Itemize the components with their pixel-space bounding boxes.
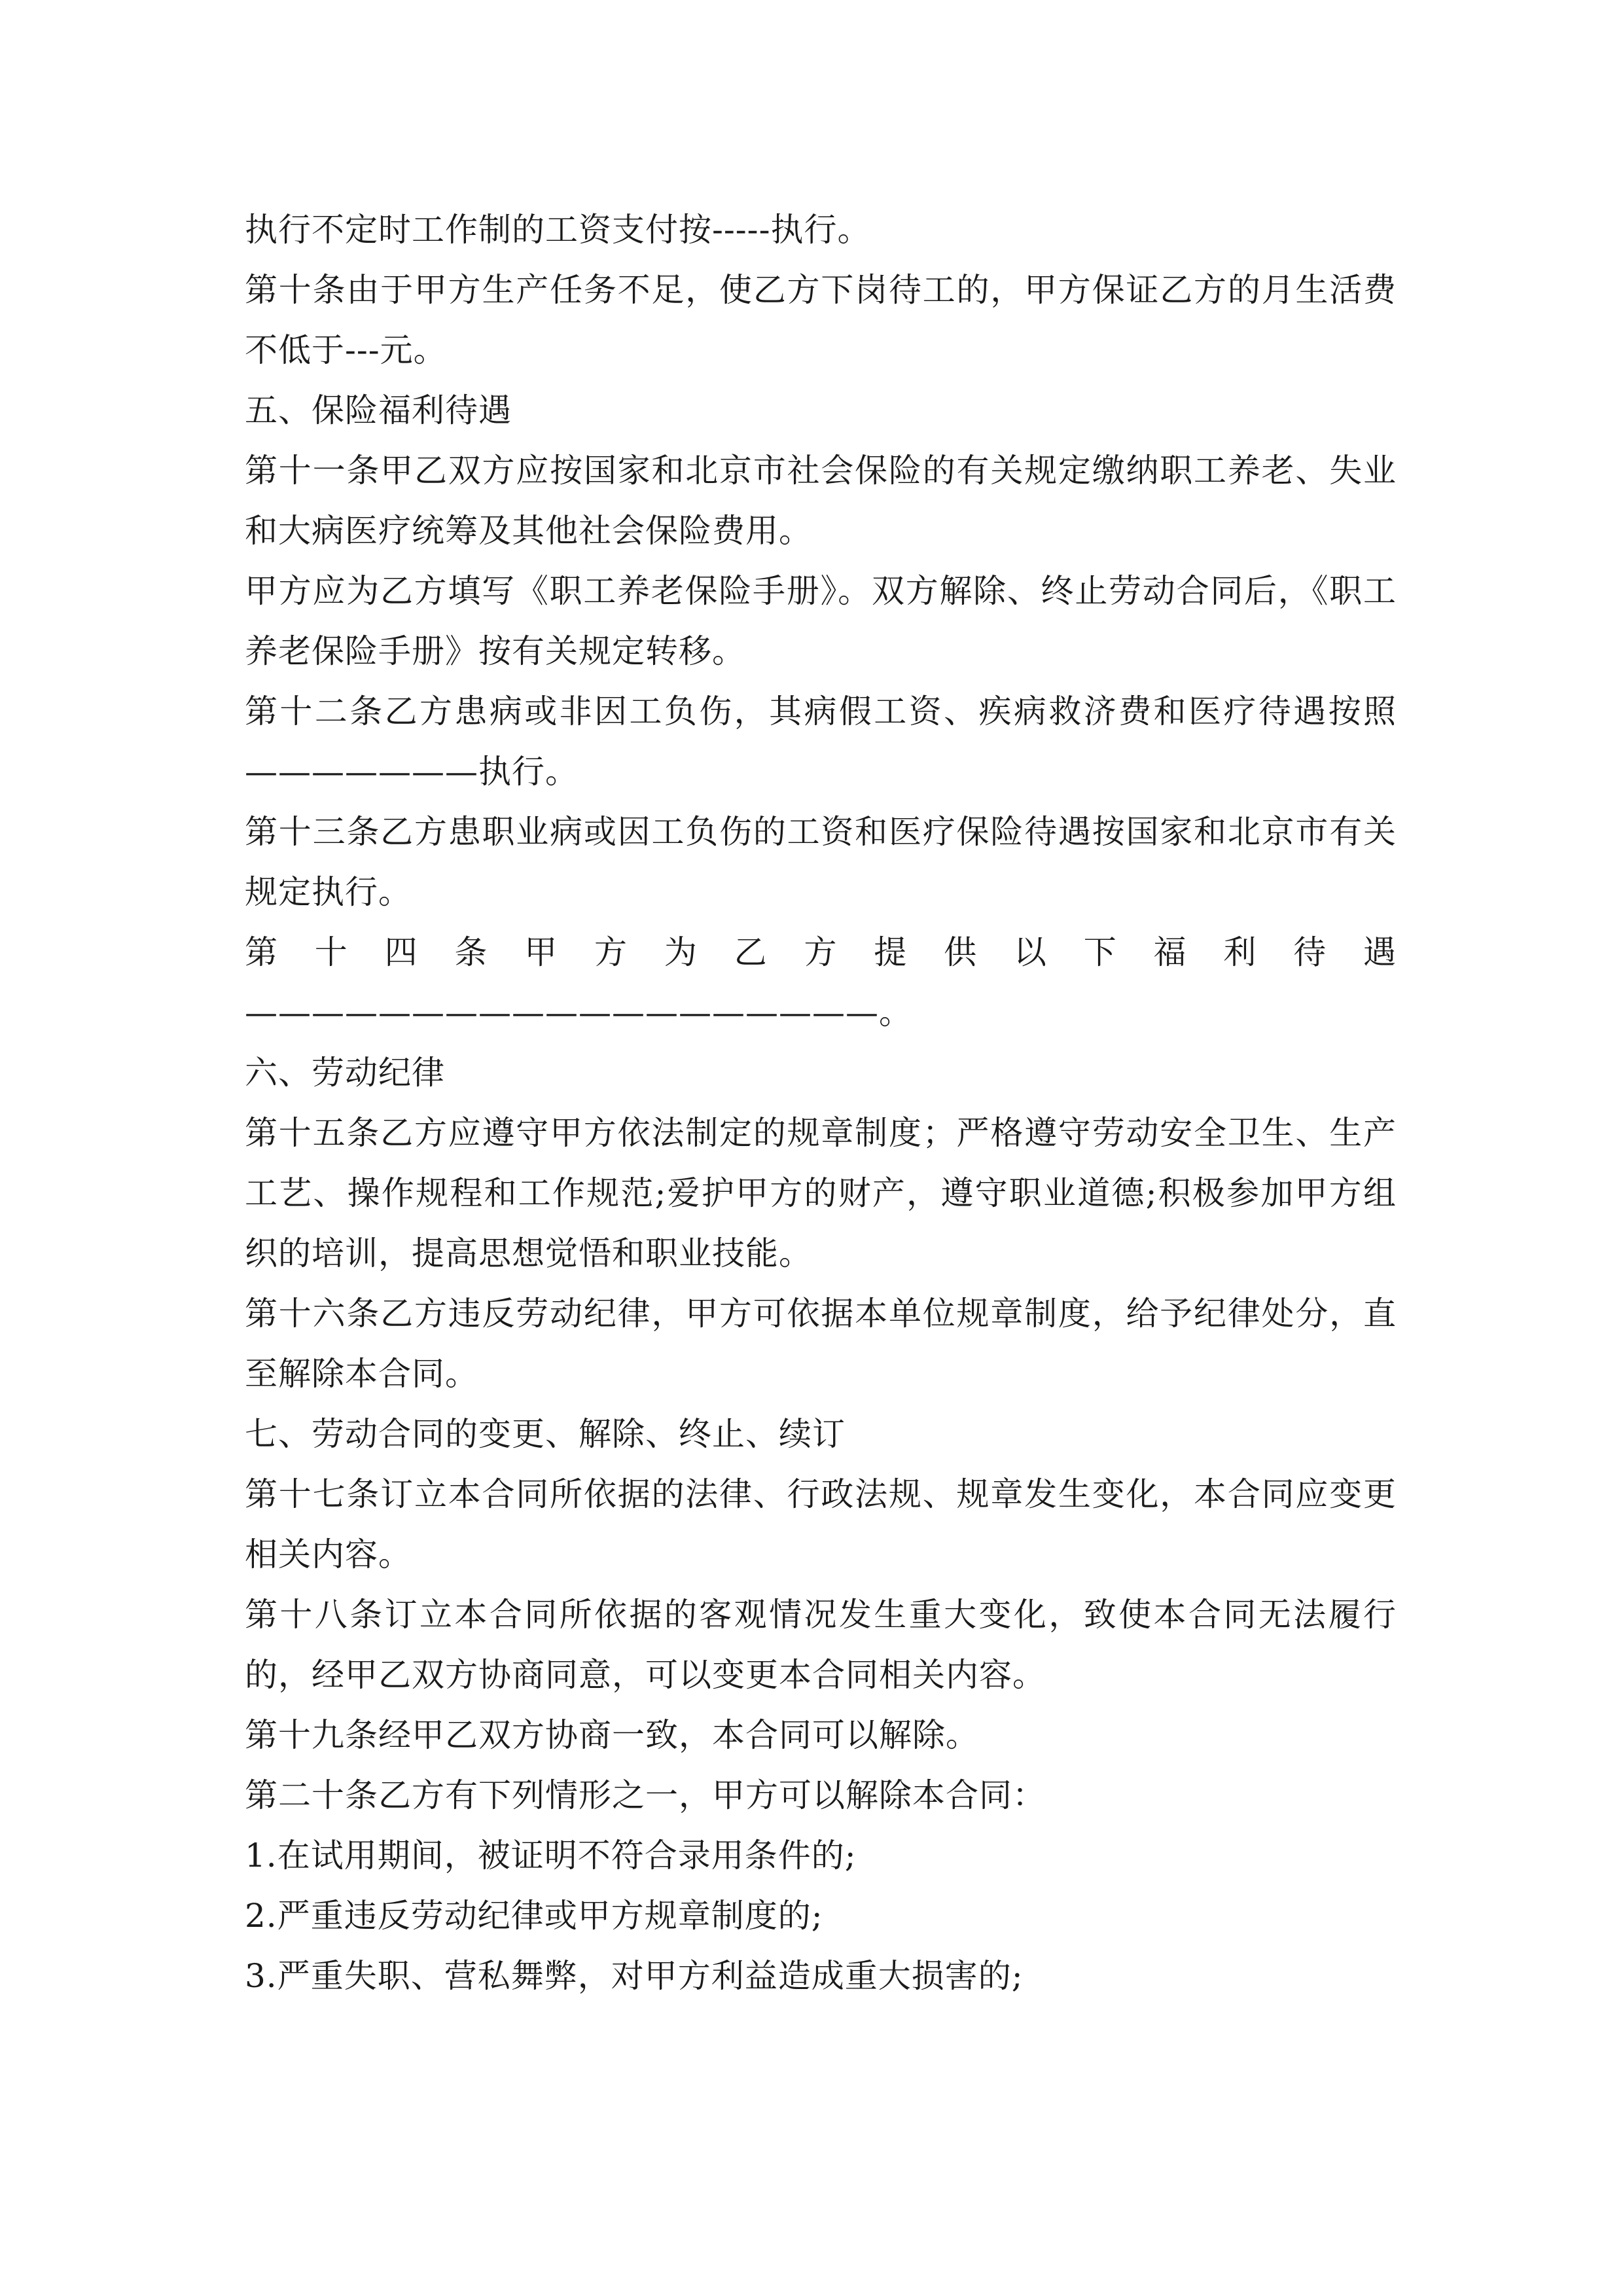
- section-heading-insurance: 五、保险福利待遇: [245, 391, 512, 429]
- paragraph-article-20: 第二十条乙方有下列情形之一，甲方可以解除本合同：: [245, 1776, 1046, 1814]
- document-body: [245, 200, 1397, 2006]
- list-item-2: 2.严重违反劳动纪律或甲方规章制度的;: [245, 1897, 823, 1935]
- paragraph-article-11: 第十一条甲乙双方应按国家和北京市社会保险的有关规定缴纳职工养老、失业和大病医疗统筹及其他社会保险费用。: [245, 452, 1397, 550]
- paragraph-article-13: 第十三条乙方患职业病或因工负伤的工资和医疗保险待遇按国家和北京市有关规定执行。: [245, 813, 1397, 911]
- paragraph-pension-handbook: 甲方应为乙方填写《职工养老保险手册》。双方解除、终止劳动合同后，《职工养老保险手册》按有关规定转移。: [245, 572, 1397, 670]
- paragraph-article-14: 第十四条甲方为乙方提供以下福利待遇———————————————————。: [245, 933, 1397, 1031]
- paragraph-article-19: 第十九条经甲乙双方协商一致，本合同可以解除。: [245, 1716, 979, 1754]
- list-item-1: 1.在试用期间，被证明不符合录用条件的;: [245, 1837, 857, 1874]
- paragraph-article-12: 第十二条乙方患病或非因工负伤，其病假工资、疾病救济费和医疗待遇按照———————执行。: [245, 692, 1397, 791]
- paragraph-article-15: 第十五条乙方应遵守甲方依法制定的规章制度；严格遵守劳动安全卫生、生产工艺、操作规程和工作规范;爱护甲方的财产，遵守职业道德;积极参加甲方组织的培训，提高思想觉悟和职业技能。: [245, 1114, 1397, 1272]
- section-heading-discipline: 六、劳动纪律: [245, 1054, 445, 1092]
- paragraph-article-16: 第十六条乙方违反劳动纪律，甲方可依据本单位规章制度，给予纪律处分，直至解除本合同。: [245, 1295, 1397, 1393]
- paragraph-wage-irregular: 执行不定时工作制的工资支付按-----执行。: [245, 211, 871, 249]
- paragraph-article-18: 第十八条订立本合同所依据的客观情况发生重大变化，致使本合同无法履行的，经甲乙双方协商同意，可以变更本合同相关内容。: [245, 1596, 1397, 1694]
- paragraph-article-17: 第十七条订立本合同所依据的法律、行政法规、规章发生变化，本合同应变更相关内容。: [245, 1475, 1397, 1573]
- section-heading-contract-changes: 七、劳动合同的变更、解除、终止、续订: [245, 1415, 846, 1453]
- paragraph-article-10: 第十条由于甲方生产任务不足，使乙方下岗待工的，甲方保证乙方的月生活费不低于---元。: [245, 271, 1397, 369]
- list-item-3: 3.严重失职、营私舞弊，对甲方利益造成重大损害的;: [245, 1957, 1024, 1995]
